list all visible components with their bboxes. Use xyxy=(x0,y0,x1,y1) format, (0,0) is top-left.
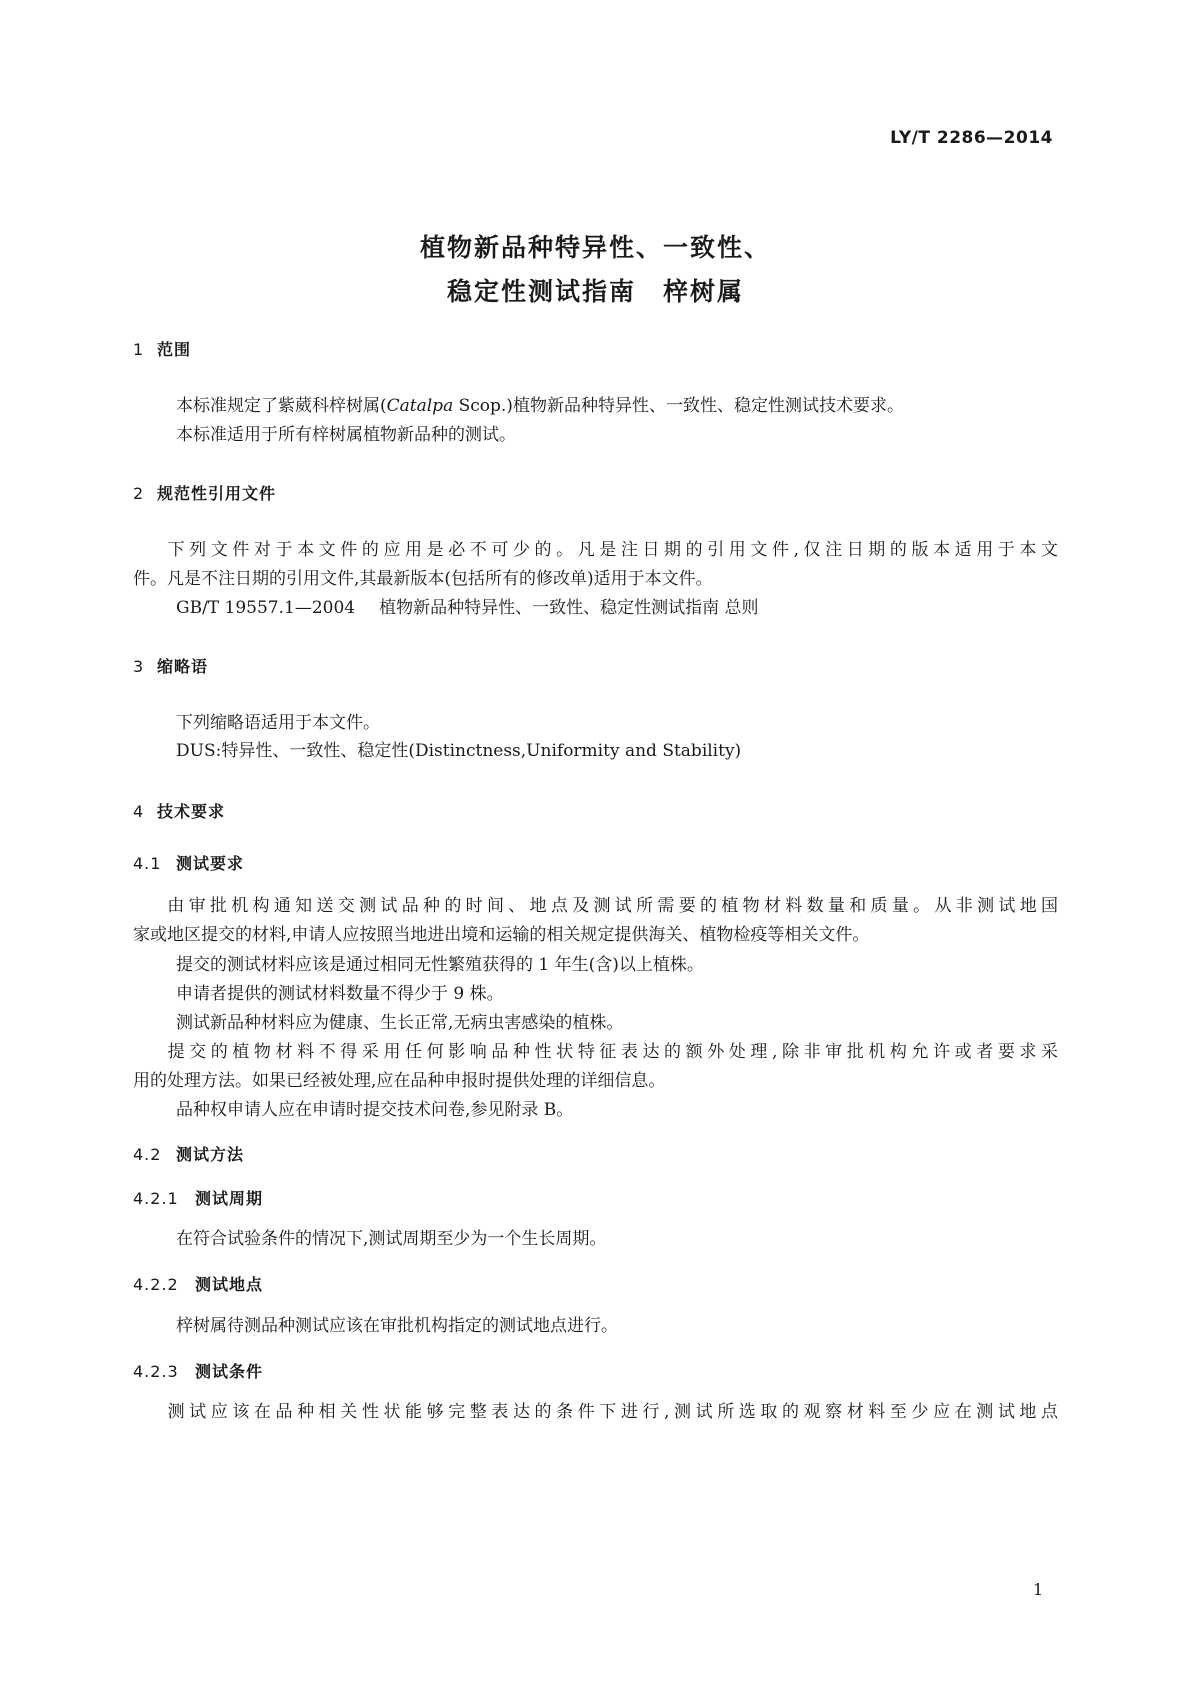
section-title: 缩略语 xyxy=(157,657,209,676)
test-material-paragraph: 提交的测试材料应该是通过相同无性繁殖获得的 1 年生(含)以上植株。 xyxy=(176,955,704,975)
section-title: 测试周期 xyxy=(195,1189,264,1208)
treatment-paragraph-line-1 xyxy=(133,1042,1058,1062)
section-title: 规范性引用文件 xyxy=(157,484,277,503)
test-site-paragraph: 梓树属待测品种测试应该在审批机构指定的测试地点进行。 xyxy=(176,1316,618,1336)
section-number: 4.2.3 xyxy=(133,1362,179,1381)
latin-genus-name: Catalpa xyxy=(386,396,454,416)
questionnaire-paragraph: 品种权申请人应在申请时提交技术问卷,参见附录 B。 xyxy=(176,1100,574,1120)
text-segment: 测试应该在品种相关性状能够完整表达的条件下进行,测试所选取的观察材料至少应在测试地点 xyxy=(163,1402,1058,1422)
section-4-2-1-heading xyxy=(133,1186,263,1209)
section-3-heading xyxy=(133,654,208,677)
standard-number: LY/T 2286—2014 xyxy=(890,128,1053,148)
abbreviation-dus: DUS:特异性、一致性、稳定性(Distinctness,Uniformity and Stability) xyxy=(176,741,742,761)
section-4-1-heading xyxy=(133,851,244,874)
text-segment: Scop.)植物新品种特异性、一致性、稳定性测试技术要求。 xyxy=(453,396,904,416)
page-number: 1 xyxy=(1033,1580,1044,1599)
section-4-heading xyxy=(133,799,225,822)
section-number: 4.1 xyxy=(133,854,162,873)
section-title: 测试方法 xyxy=(176,1145,245,1164)
material-health-paragraph: 测试新品种材料应为健康、生长正常,无病虫害感染的植株。 xyxy=(176,1013,624,1033)
scope-paragraph-2: 本标准适用于所有梓树属植物新品种的测试。 xyxy=(176,425,516,445)
test-period-paragraph: 在符合试验条件的情况下,测试周期至少为一个生长周期。 xyxy=(176,1229,607,1249)
section-number: 4.2 xyxy=(133,1145,162,1164)
reference-title: 植物新品种特异性、一致性、稳定性测试指南 总则 xyxy=(379,598,759,618)
references-paragraph-line-2: 件。凡是不注日期的引用文件,其最新版本(包括所有的修改单)适用于本文件。 xyxy=(133,569,713,589)
section-title: 测试条件 xyxy=(195,1362,264,1381)
test-requirements-paragraph-line-2: 家或地区提交的材料,申请人应按照当地进出境和运输的相关规定提供海关、植物检疫等相关文件。 xyxy=(133,925,870,945)
document-title-line-2: 稳定性测试指南 梓树属 xyxy=(446,277,744,306)
section-4-2-3-heading xyxy=(133,1359,263,1382)
text-segment: 提交的植物材料不得采用任何影响品种性状特征表达的额外处理,除非审批机构允许或者要求采 xyxy=(163,1042,1058,1062)
treatment-paragraph-line-2: 用的处理方法。如果已经被处理,应在品种申报时提供处理的详细信息。 xyxy=(133,1071,666,1091)
section-number: 1 xyxy=(133,340,145,359)
section-number: 4.2.1 xyxy=(133,1189,179,1208)
section-2-heading xyxy=(133,481,276,504)
scope-paragraph-1 xyxy=(176,396,904,416)
test-requirements-paragraph-line-1 xyxy=(133,896,1058,916)
section-4-2-2-heading xyxy=(133,1272,263,1295)
section-number: 2 xyxy=(133,484,145,503)
section-title: 范围 xyxy=(157,340,192,359)
section-number: 3 xyxy=(133,657,145,676)
text-segment: 本标准规定了紫葳科梓树属( xyxy=(176,396,387,416)
abbreviations-intro: 下列缩略语适用于本文件。 xyxy=(176,713,380,733)
test-conditions-paragraph-line-1 xyxy=(133,1402,1058,1422)
material-quantity-paragraph: 申请者提供的测试材料数量不得少于 9 株。 xyxy=(176,984,504,1004)
document-title-line-1: 植物新品种特异性、一致性、 xyxy=(419,233,771,262)
reference-code: GB/T 19557.1—2004 xyxy=(176,598,356,618)
text-segment: 由审批机构通知送交测试品种的时间、地点及测试所需要的植物材料数量和质量。从非测试地国 xyxy=(163,896,1058,916)
references-paragraph-line-1 xyxy=(133,540,1058,560)
section-4-2-heading xyxy=(133,1142,244,1165)
section-number: 4 xyxy=(133,802,145,821)
section-number: 4.2.2 xyxy=(133,1275,179,1294)
section-1-heading xyxy=(133,337,191,360)
section-title: 技术要求 xyxy=(157,802,226,821)
section-title: 测试要求 xyxy=(176,854,245,873)
normative-reference xyxy=(176,598,759,618)
section-title: 测试地点 xyxy=(195,1275,264,1294)
text-segment: 下列文件对于本文件的应用是必不可少的。凡是注日期的引用文件,仅注日期的版本适用于本文 xyxy=(163,540,1058,560)
